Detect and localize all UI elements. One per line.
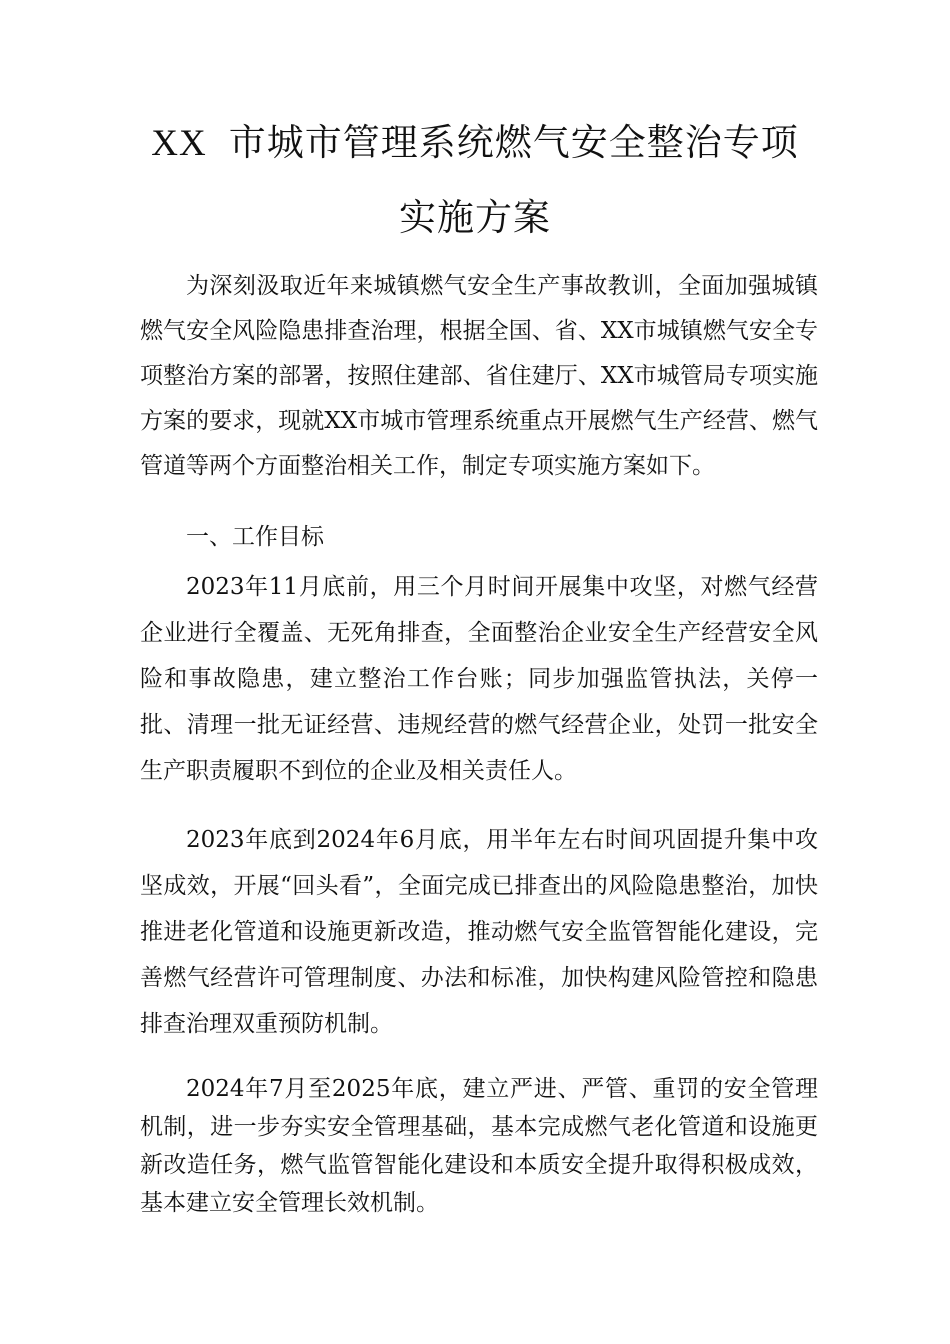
goal-paragraph-3: 2024年7月至2025年底，建立严进、严管、重罚的安全管理机制，进一步夯实安全管理基础，基本完成燃气老化管道和设施更新改造任务，燃气监管智能化建设和本质安全提升取得积极成效，基本建立安全管理长效机制。 <box>140 1076 818 1216</box>
document-title-line-1 <box>0 121 950 166</box>
title-prefix: XX <box>151 123 207 164</box>
section-heading-goals: 一、工作目标 <box>186 524 324 550</box>
title-text: 市城市管理系统燃气安全整治专项 <box>228 121 799 164</box>
goal-paragraph-1: 2023年11月底前，用三个月时间开展集中攻坚，对燃气经营企业进行全覆盖、无死角排查，全面整治企业安全生产经营安全风险和事故隐患，建立整治工作台账；同步加强监管执法，关停一批、清理一批无证经营、违规经营的燃气经营企业，处罚一批安全生产职责履职不到位的企业及相关责任人。 <box>140 574 818 784</box>
document-title-line-2: 实施方案 <box>399 196 551 239</box>
goal-paragraph-2: 2023年底到2024年6月底，用半年左右时间巩固提升集中攻坚成效，开展“回头看”，全面完成已排查出的风险隐患整治，加快推进老化管道和设施更新改造，推动燃气安全监管智能化建设，完善燃气经营许可管理制度、办法和标准，加快构建风险管控和隐患排查治理双重预防机制。 <box>140 827 818 1037</box>
intro-paragraph: 为深刻汲取近年来城镇燃气安全生产事故教训，全面加强城镇燃气安全风险隐患排查治理，根据全国、省、XX市城镇燃气安全专项整治方案的部署，按照住建部、省住建厅、XX市城管局专项实施方案的要求，现就XX市城市管理系统重点开展燃气生产经营、燃气管道等两个方面整治相关工作，制定专项实施方案如下。 <box>140 273 818 479</box>
